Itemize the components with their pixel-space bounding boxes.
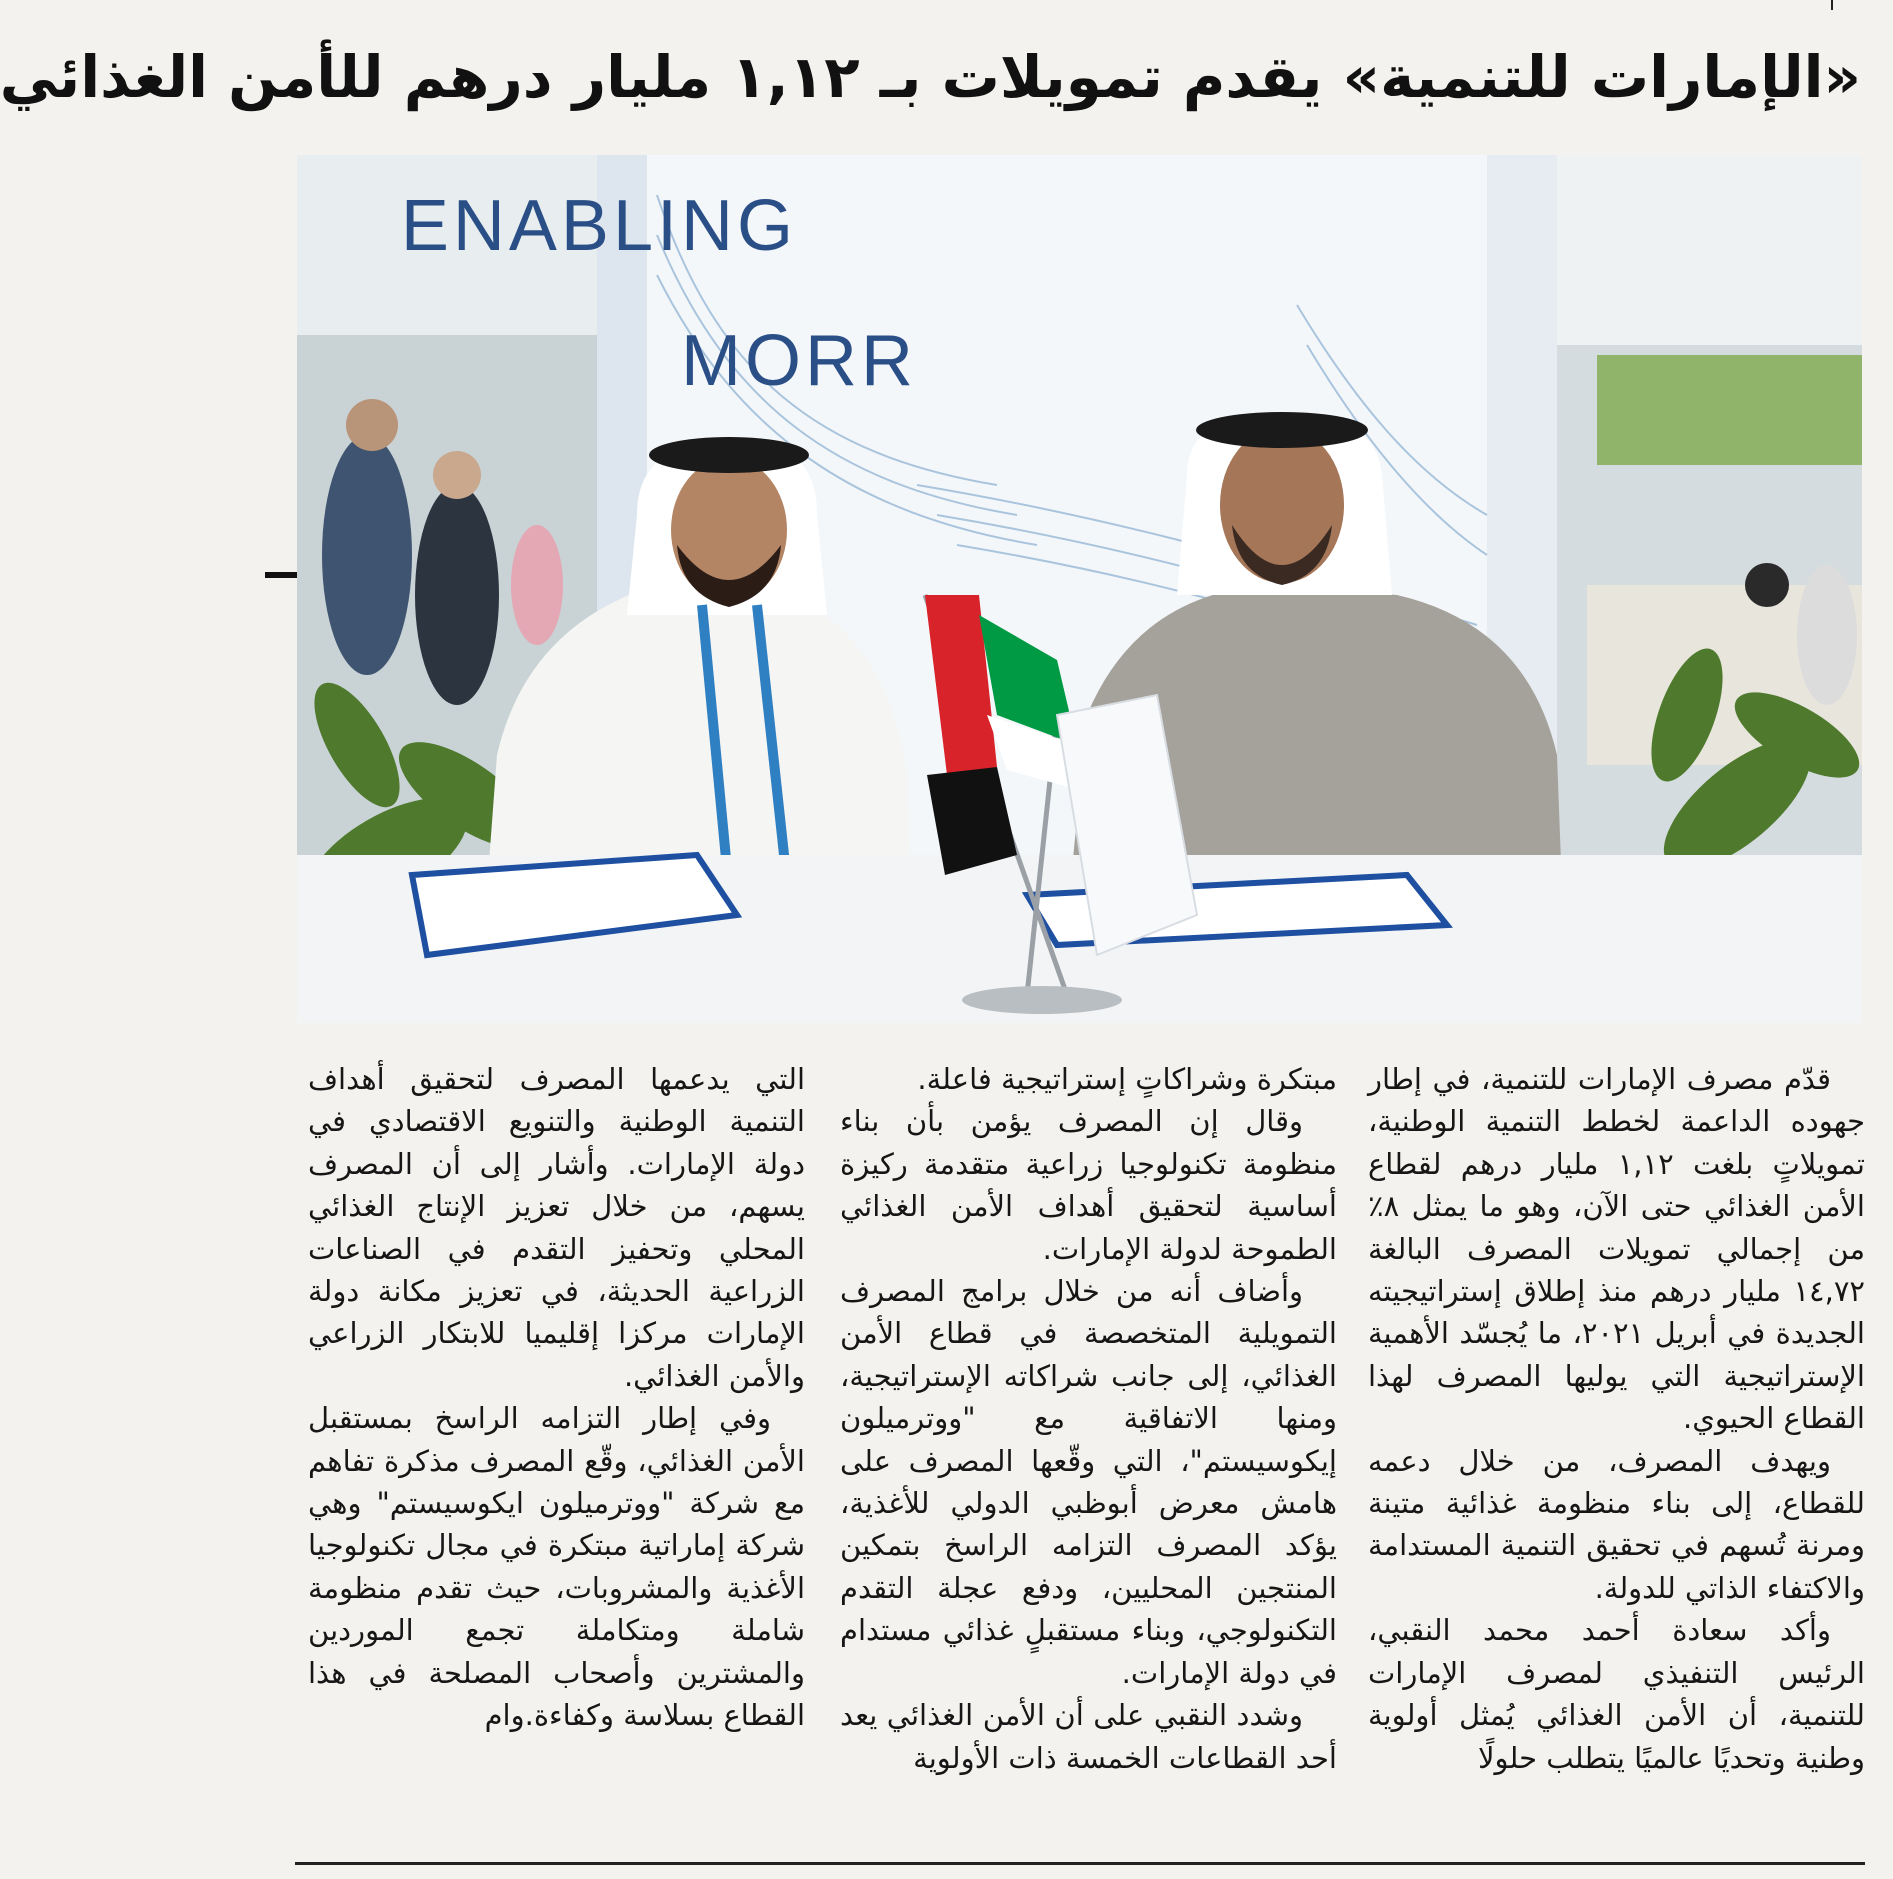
paragraph: وشدد النقبي على أن الأمن الغذائي يعد أحد القطاعات الخمسة ذات الأولوية xyxy=(840,1698,1337,1775)
paragraph: وأكد سعادة أحمد محمد النقبي، الرئيس التنفيذي لمصرف الإمارات للتنمية، أن الأمن الغذائي يُمثل أولوية وطنية وتحديًا عالميًا يتطلب حلولًا xyxy=(1368,1613,1865,1775)
column-right xyxy=(1368,1058,1865,1838)
column-middle xyxy=(840,1058,1337,1838)
paragraph: وأضاف أنه من خلال برامج المصرف التمويلية المتخصصة في قطاع الأمن الغذائي، إلى جانب شراكاته الإستراتيجية، ومنها الاتفاقية مع "ووترميلون إيكوسيستم"، التي وقّعها المصرف على هامش معرض أبوظبي الدولي للأغذية، يؤكد المصرف التزامه الراسخ بتمكين المنتجين المحليين، ودفع عجلة التقدم التكنولوجي، وبناء مستقبلٍ غذائي مستدام في دولة الإمارات. xyxy=(840,1274,1337,1690)
top-edge-mark xyxy=(1831,0,1833,10)
backdrop-text-morr: MORR xyxy=(681,321,917,401)
paragraph: ويهدف المصرف، من خلال دعمه للقطاع، إلى بناء منظومة غذائية متينة ومرنة تُسهم في تحقيق التنمية المستدامة والاكتفاء الذاتي للدولة. xyxy=(1368,1443,1865,1605)
paragraph: التي يدعمها المصرف لتحقيق أهداف التنمية الوطنية والتنويع الاقتصادي في دولة الإمارات. وأشار إلى أن المصرف يسهم، من خلال تعزيز الإنتاج الغذائي المحلي وتحفيز التقدم في الصناعات الزراعية الحديثة، في تعزيز مكانة دولة الإمارات مركزا إقليميا للابتكار الزراعي والأمن الغذائي. xyxy=(308,1062,805,1393)
paragraph: قدّم مصرف الإمارات للتنمية، في إطار جهوده الداعمة لخطط التنمية الوطنية، تمويلاتٍ بلغت ١,١٢ مليار درهم لقطاع الأمن الغذائي حتى الآن، وهو ما يمثل ٨٪ من إجمالي تمويلات المصرف البالغة ١٤,٧٢ مليار درهم منذ إطلاق إستراتيجيته الجديدة في أبريل ٢٠٢١، ما يُجسّد الأهمية الإستراتيجية التي يوليها المصرف لهذا القطاع الحيوي. xyxy=(1368,1062,1865,1436)
page-edge-mark xyxy=(265,572,297,578)
paragraph: وقال إن المصرف يؤمن بأن بناء منظومة تكنولوجيا زراعية متقدمة ركيزة أساسية لتحقيق أهداف الأمن الغذائي الطموحة لدولة الإمارات. xyxy=(840,1104,1337,1266)
paragraph: مبتكرة وشراكاتٍ إستراتيجية فاعلة. xyxy=(917,1062,1337,1096)
paragraph: وفي إطار التزامه الراسخ بمستقبل الأمن الغذائي، وقّع المصرف مذكرة تفاهم مع شركة "ووترميلون ايكوسيستم" وهي شركة إماراتية مبتكرة في مجال تكنولوجيا الأغذية والمشروبات، حيث تقدم منظومة شاملة ومتكاملة تجمع الموردين والمشترين وأصحاب المصلحة في هذا القطاع بسلاسة وكفاءة.وام xyxy=(308,1401,805,1733)
article-body xyxy=(295,1058,1865,1838)
article-photo xyxy=(297,155,1862,1023)
backdrop-text-enabling: ENABLING xyxy=(400,186,797,266)
article-headline: «الإمارات للتنمية» يقدم تمويلات بـ ١,١٢ مليار درهم للأمن الغذائي xyxy=(0,43,1861,111)
column-left xyxy=(308,1058,805,1838)
bottom-rule xyxy=(295,1862,1865,1865)
